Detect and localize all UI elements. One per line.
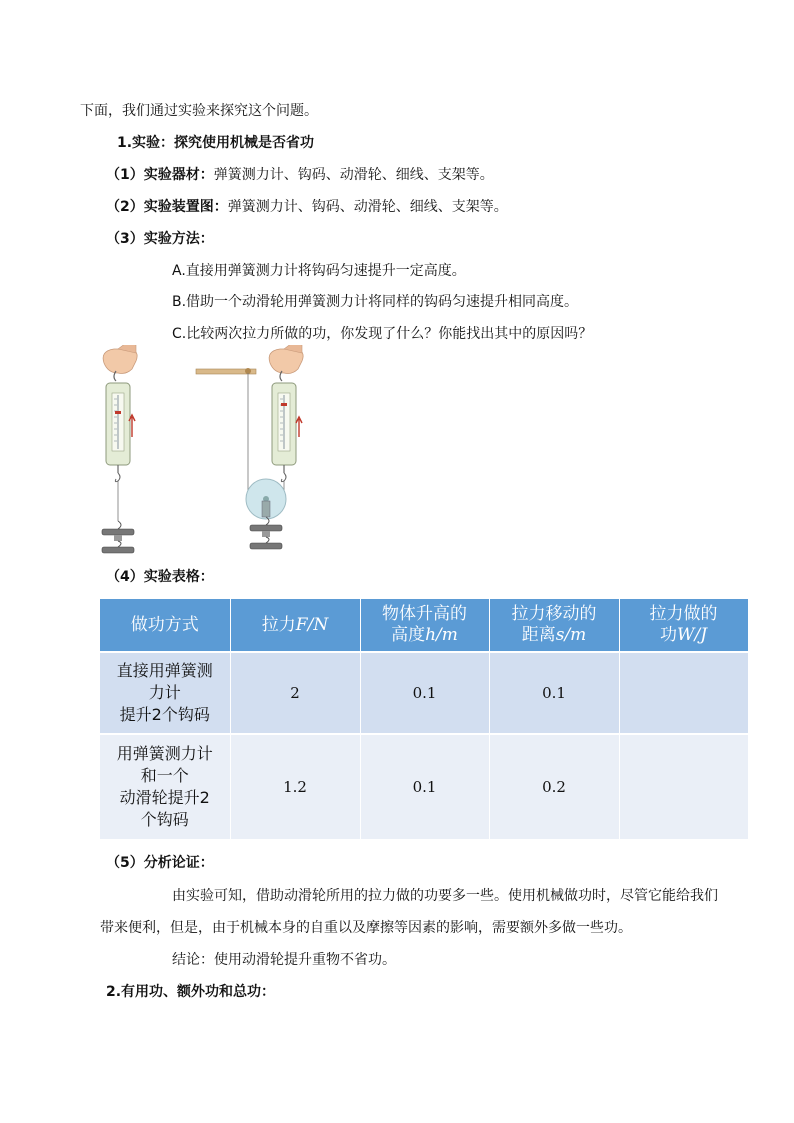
method-cell: 直接用弹簧测 力计 提升2个钩码: [100, 652, 230, 734]
section2-title: 2.有用功、额外功和总功：: [106, 984, 276, 1000]
setup-label: （2）实验装置图：: [106, 199, 228, 215]
work-cell: [619, 652, 748, 734]
distance-cell: 0.1: [489, 652, 619, 734]
force-cell: 2: [230, 652, 360, 734]
direct-lift-setup: [102, 345, 137, 553]
header-distance: 拉力移动的 距离s/m: [489, 599, 619, 652]
equipment-label: （1）实验器材：: [106, 167, 214, 183]
force-cell: 1.2: [230, 734, 360, 840]
intro-text: 下面，我们通过实验来探究这个问题。: [80, 103, 318, 119]
table-row: [100, 652, 748, 734]
analysis-paragraph-line1: 由实验可知，借助动滑轮所用的拉力做的功要多一些。使用机械做功时，尽管它能给我们: [172, 888, 718, 904]
hook-weights-right: [250, 517, 282, 549]
apparatus-figure: [96, 345, 326, 565]
pulley-lift-setup: [196, 345, 303, 549]
section1-title: 1.实验：探究使用机械是否省功: [117, 135, 315, 151]
equipment-line: [106, 166, 494, 184]
distance-cell: 0.2: [489, 734, 619, 840]
work-cell: [619, 734, 748, 840]
header-method: 做功方式: [100, 599, 230, 652]
hook-weights-left: [102, 521, 134, 553]
header-work: 拉力做的 功W/J: [619, 599, 748, 652]
analysis-paragraph-line2: 带来便利，但是，由于机械本身的自重以及摩擦等因素的影响，需要额外多做一些功。: [100, 920, 632, 936]
header-force: 拉力F/N: [230, 599, 360, 652]
experiment-table: [100, 599, 749, 841]
table-label: （4）实验表格：: [106, 569, 214, 585]
method-a: A.直接用弹簧测力计将钩码匀速提升一定高度。: [172, 263, 466, 279]
method-c: C.比较两次拉力所做的功，你发现了什么？你能找出其中的原因吗？: [172, 326, 593, 342]
header-height: 物体升高的 高度h/m: [360, 599, 489, 652]
method-cell: 用弹簧测力计 和一个 动滑轮提升2 个钩码: [100, 734, 230, 840]
conclusion-text: 结论：使用动滑轮提升重物不省功。: [172, 952, 396, 968]
setup-line: [106, 198, 508, 216]
height-cell: 0.1: [360, 652, 489, 734]
height-cell: 0.1: [360, 734, 489, 840]
table-row: [100, 734, 748, 840]
hand-icon: [103, 349, 137, 374]
method-b: B.借助一个动滑轮用弹簧测力计将同样的钩码匀速提升相同高度。: [172, 294, 579, 310]
table-header-row: [100, 599, 748, 652]
setup-text: 弹簧测力计、钩码、动滑轮、细线、支架等。: [227, 199, 508, 215]
analysis-label: （5）分析论证：: [106, 855, 214, 871]
method-label: （3）实验方法：: [106, 231, 214, 247]
equipment-text: 弹簧测力计、钩码、动滑轮、细线、支架等。: [213, 167, 494, 183]
